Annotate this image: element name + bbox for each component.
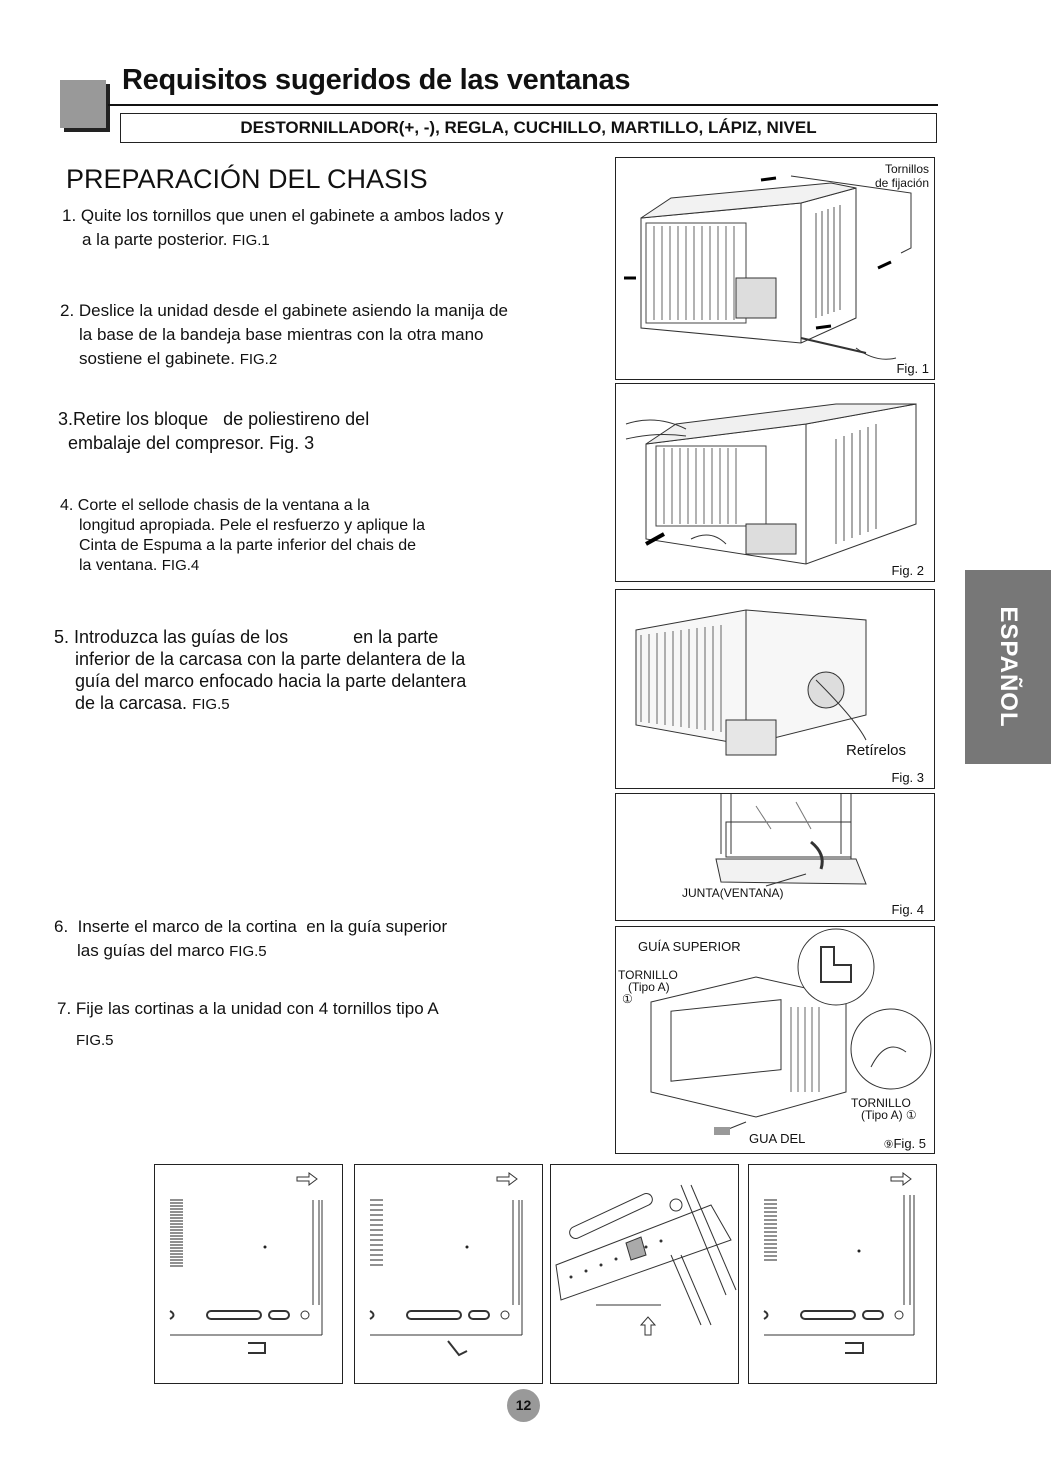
step-2-line-2: la base de la bandeja base mientras con la otra mano xyxy=(79,325,484,344)
step-5-line-1: 5. Introduzca las guías de los en la parte xyxy=(54,627,439,647)
figure-1-drawing xyxy=(616,158,934,379)
fig1-callout-2: de fijación xyxy=(874,176,929,190)
bottom-panel-1 xyxy=(154,1164,343,1384)
step-1-line-1: 1. Quite los tornillos que unen el gabinete a ambos lados y xyxy=(62,206,504,225)
fig3-callout: Retírelos xyxy=(846,742,907,759)
step-6 xyxy=(54,915,447,964)
section-title: PREPARACIÓN DEL CHASIS xyxy=(66,164,428,194)
step-3-line-1: 3.Retire los bloque de poliestireno del xyxy=(58,409,370,429)
step-2-line-1: 2. Deslice la unidad desde el gabinete asiendo la manija de xyxy=(60,301,508,320)
fig1-label: Fig. 1 xyxy=(896,361,929,376)
step-3 xyxy=(58,407,369,455)
step-1-line-2: a la parte posterior. xyxy=(82,230,228,249)
step-1 xyxy=(62,204,503,253)
page-title: Requisitos sugeridos de las ventanas xyxy=(122,64,631,96)
figure-2 xyxy=(615,383,935,582)
header-marker xyxy=(60,80,106,128)
step-4-line-3: Cinta de Espuma a la parte inferior del chais de xyxy=(79,537,417,554)
bottom-panel-4 xyxy=(748,1164,937,1384)
figure-3 xyxy=(615,589,935,789)
fig5-num-1: ① xyxy=(622,992,633,1006)
step-7-fig-ref: FIG.5 xyxy=(76,1032,114,1049)
step-4 xyxy=(60,496,425,576)
figure-5 xyxy=(615,926,935,1154)
step-2-fig-ref: FIG.2 xyxy=(239,351,278,368)
figure-4 xyxy=(615,793,935,921)
step-5-fig-ref: FIG.5 xyxy=(192,696,230,713)
fig3-label: Fig. 3 xyxy=(891,770,924,785)
fig5-guide: GUA DEL xyxy=(749,1131,806,1146)
bottom-panel-4-drawing xyxy=(749,1165,936,1383)
fig1-callout: Tornillos xyxy=(884,162,929,176)
page-number: 12 xyxy=(507,1389,540,1422)
figure-4-drawing xyxy=(616,794,934,920)
tools-list: DESTORNILLADOR(+, -), REGLA, CUCHILLO, MARTILLO, LÁPIZ, NIVEL xyxy=(120,113,937,143)
language-tab xyxy=(965,570,1051,764)
fig5-num-1b: ① xyxy=(905,1108,917,1122)
step-2-line-3: sostiene el gabinete. xyxy=(79,349,235,368)
fig5-screw: TORNILLO xyxy=(618,968,678,982)
bottom-panel-3 xyxy=(550,1164,739,1384)
fig5-screw-2: TORNILLO xyxy=(851,1096,911,1110)
fig4-label: Fig. 4 xyxy=(891,902,924,917)
step-5-line-4: de la carcasa. xyxy=(75,693,188,713)
step-5-line-3: guía del marco enfocado hacia la parte delantera xyxy=(75,671,467,691)
step-4-line-2: longitud apropiada. Pele el resfuerzo y aplique la xyxy=(79,517,426,534)
bottom-panel-2-drawing xyxy=(355,1165,542,1383)
step-4-line-4: la ventana. xyxy=(79,557,158,574)
step-1-fig-ref: FIG.1 xyxy=(232,232,270,249)
language-tab-label: ESPAÑOL xyxy=(995,606,1022,728)
fig5-label: Fig. 5 xyxy=(893,1136,926,1151)
step-4-line-1: 4. Corte el sellode chasis de la ventana a la xyxy=(60,497,370,514)
fig4-callout: JUNTA(VENTANA) xyxy=(682,886,784,900)
header-rule xyxy=(108,104,938,106)
figure-1 xyxy=(615,157,935,380)
fig5-top-guide: GUÍA SUPERIOR xyxy=(638,939,741,954)
figure-2-drawing xyxy=(616,384,934,581)
step-4-fig-ref: FIG.4 xyxy=(161,557,200,574)
step-5 xyxy=(54,626,466,716)
fig5-screw-2-type: (Tipo A) xyxy=(861,1108,903,1122)
fig2-label: Fig. 2 xyxy=(891,563,924,578)
bottom-panel-1-drawing xyxy=(155,1165,342,1383)
step-6-fig-ref: FIG.5 xyxy=(229,943,267,960)
step-7 xyxy=(57,997,439,1053)
bottom-panel-3-drawing xyxy=(551,1165,738,1383)
step-2 xyxy=(60,299,508,372)
step-6-line-2: las guías del marco xyxy=(77,941,225,960)
step-7-line-1: 7. Fije las cortinas a la unidad con 4 tornillos tipo A xyxy=(57,999,439,1018)
step-5-line-2: inferior de la carcasa con la parte delantera de la xyxy=(75,649,466,669)
step-3-line-2: embalaje del compresor. Fig. 3 xyxy=(68,433,315,453)
step-6-line-1: 6. Inserte el marco de la cortina en la guía superior xyxy=(54,917,448,936)
fig5-num-2: ⑨ xyxy=(883,1139,894,1151)
bottom-panel-2 xyxy=(354,1164,543,1384)
fig5-screw-type: (Tipo A) xyxy=(628,980,670,994)
